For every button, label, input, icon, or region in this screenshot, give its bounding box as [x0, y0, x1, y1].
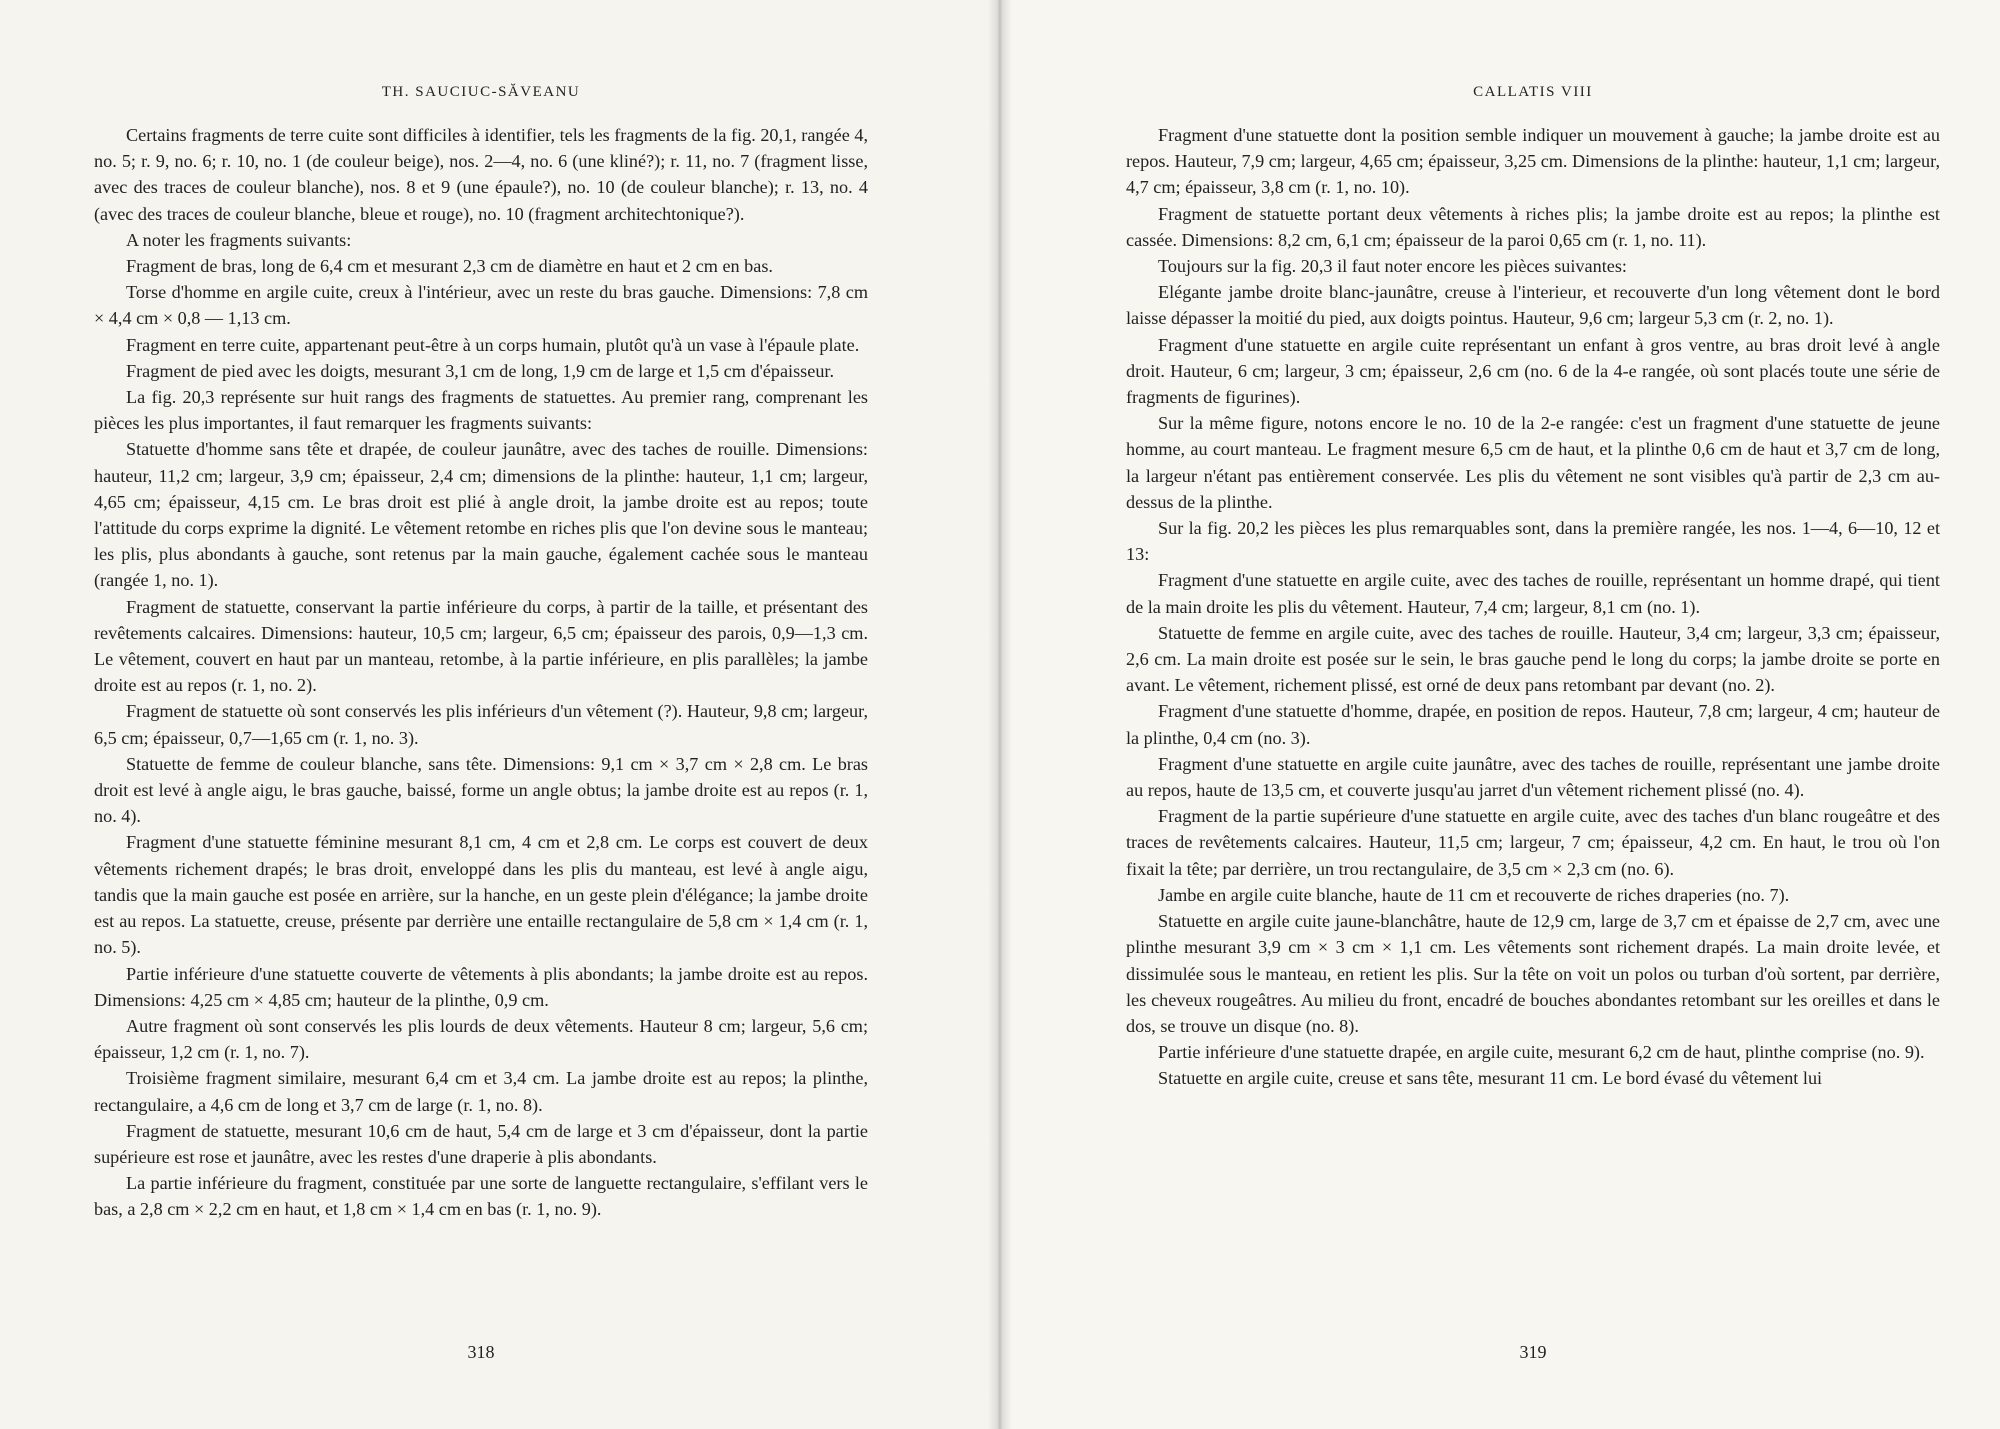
paragraph: Fragment d'une statuette en argile cuite, avec des taches de rouille, représentant un homme drapé, qui tient de la main droite les plis du vêtement. Hauteur, 7,4 cm; largeur, 8,1 cm (no. 1).: [1126, 570, 1940, 617]
paragraph: Fragment de statuette, mesurant 10,6 cm de haut, 5,4 cm de large et 3 cm d'épaisseur, dont la partie supérieure est rose et jaunâtre, avec les restes d'une draperie à plis abondants.: [94, 1120, 868, 1167]
paragraph: Statuette en argile cuite, creuse et sans tête, mesurant 11 cm. Le bord évasé du vêtement lui: [1158, 1068, 1823, 1089]
paragraph: Fragment d'une statuette féminine mesurant 8,1 cm, 4 cm et 2,8 cm. Le corps est couvert de deux vêtements richement drapés; le bras droit, enveloppé dans les plis du manteau, est levé à angle aigu, tandis que la main gauche est posée en arrière, sur la hanche, en un geste plein d'élégance; la jambe droite est au repos. La statuette, creuse, présente par derrière une entaille rectangulaire de 5,8 cm × 1,4 cm (r. 1, no. 5).: [94, 832, 868, 958]
paragraph: Statuette d'homme sans tête et drapée, de couleur jaunâtre, avec des taches de rouille. Dimensions: hauteur, 11,2 cm; largeur, 3,9 cm; épaisseur, 2,4 cm; dimensions de la plinthe: hauteur, 1,1 cm; largeur, 4,65 cm; épaisseur, 4,15 cm. Le bras droit est plié à angle droit, la jambe droite est au repos; toute l'attitude du corps exprime la dignité. Le vêtement retombe en riches plis que l'on devine sous le manteau; les plis, plus abondants à gauche, sont retenus par la main gauche, également cachée sous le manteau (rangée 1, no. 1).: [94, 439, 868, 591]
paragraph: Fragment de statuette portant deux vêtements à riches plis; la jambe droite est au repos; la plinthe est cassée. Dimensions: 8,2 cm, 6,1 cm; épaisseur de la paroi 0,65 cm (r. 1, no. 11).: [1126, 203, 1940, 250]
paragraph: Fragment de bras, long de 6,4 cm et mesurant 2,3 cm de diamètre en haut et 2 cm en bas.: [126, 256, 773, 277]
paragraph: Fragment en terre cuite, appartenant peut-être à un corps humain, plutôt qu'à un vase à l'épaule plate.: [126, 334, 860, 355]
paragraph: Torse d'homme en argile cuite, creux à l'intérieur, avec un reste du bras gauche. Dimensions: 7,8 cm × 4,4 cm × 0,8 — 1,13 cm.: [94, 282, 868, 329]
paragraph: Sur la même figure, notons encore le no. 10 de la 2-e rangée: c'est un fragment d'une statuette de jeune homme, au court manteau. Le fragment mesure 6,5 cm de haut, et la plinthe 0,6 cm de haut et 3,7 cm de long, la largeur n'étant pas entièrement conservée. Les plis du vêtement ne sont visibles qu'à partir de 2,3 cm au-dessus de la plinthe.: [1126, 413, 1940, 512]
paragraph: Fragment d'une statuette en argile cuite représentant un enfant à gros ventre, au bras droit levé à angle droit. Hauteur, 6 cm; largeur, 3 cm; épaisseur, 2,6 cm (no. 6 de la 4-e rangée, où sont placés toute une série de fragments de figurines).: [1126, 334, 1940, 408]
paragraph: Partie inférieure d'une statuette couverte de vêtements à plis abondants; la jambe droite est au repos. Dimensions: 4,25 cm × 4,85 cm; hauteur de la plinthe, 0,9 cm.: [94, 963, 868, 1010]
left-running-head: TH. SAUCIUC-SĂVEANU: [381, 84, 581, 100]
paragraph: A noter les fragments suivants:: [126, 229, 352, 250]
paragraph: Fragment de pied avec les doigts, mesurant 3,1 cm de long, 1,9 cm de large et 1,5 cm d'épaisseur.: [126, 360, 835, 381]
right-page-number: 319: [1519, 1342, 1547, 1362]
paragraph: La fig. 20,3 représente sur huit rangs des fragments de statuettes. Au premier rang, comprenant les pièces les plus importantes, il faut remarquer les fragments suivants:: [94, 387, 868, 434]
paragraph: Troisième fragment similaire, mesurant 6,4 cm et 3,4 cm. La jambe droite est au repos; la plinthe, rectangulaire, a 4,6 cm de long et 3,7 cm de large (r. 1, no. 8).: [94, 1068, 868, 1115]
right-running-head: CALLATIS VIII: [1473, 84, 1593, 100]
right-body-text: [1126, 122, 1940, 1092]
paragraph: Partie inférieure d'une statuette drapée, en argile cuite, mesurant 6,2 cm de haut, plinthe comprise (no. 9).: [1158, 1042, 1925, 1063]
paragraph: Fragment d'une statuette en argile cuite jaunâtre, avec des taches de rouille, représentant une jambe droite au repos, haute de 13,5 cm, et couverte jusqu'au jarret d'un vêtement richement plissé (no. 4).: [1126, 753, 1940, 801]
left-body-text: [94, 122, 868, 1223]
paragraph: Certains fragments de terre cuite sont difficiles à identifier, tels les fragments de la fig. 20,1, rangée 4, no. 5; r. 9, no. 6; r. 10, no. 1 (de couleur beige), nos. 2—4, no. 6 (une kliné?); r. 11, no. 7 (fragment lisse, avec des traces de couleur blanche), nos. 8 et 9 (une épaule?), no. 10 (de couleur blanche); r. 13, no. 4 (avec des traces de couleur blanche, bleue et rouge), no. 10 (fragment architechtonique?).: [94, 125, 868, 224]
left-page-number: 318: [467, 1342, 495, 1362]
paragraph: Elégante jambe droite blanc-jaunâtre, creuse à l'interieur, et recouverte d'un long vêtement dont le bord laisse dépasser la moitié du pied, aux doigts pointus. Hauteur, 9,6 cm; largeur 5,3 cm (r. 2, no. 1).: [1126, 282, 1940, 329]
paragraph: Autre fragment où sont conservés les plis lourds de deux vêtements. Hauteur 8 cm; largeur, 5,6 cm; épaisseur, 1,2 cm (r. 1, no. 7).: [94, 1015, 868, 1063]
paragraph: Statuette de femme en argile cuite, avec des taches de rouille. Hauteur, 3,4 cm; largeur, 3,3 cm; épaisseur, 2,6 cm. La main droite est posée sur le sein, le bras gauche pend le long du corps; la jambe droite se porte en avant. Le vêtement, richement plissé, est orné de deux pans retombant par devant (no. 2).: [1126, 622, 1940, 696]
paragraph: Fragment d'une statuette d'homme, drapée, en position de repos. Hauteur, 7,8 cm; largeur, 4 cm; hauteur de la plinthe, 0,4 cm (no. 3).: [1126, 701, 1940, 748]
paragraph: Toujours sur la fig. 20,3 il faut noter encore les pièces suivantes:: [1158, 256, 1627, 277]
book-gutter: [988, 0, 1012, 1429]
paragraph: Fragment de la partie supérieure d'une statuette en argile cuite, avec des taches d'un blanc rougeâtre et des traces de revêtements calcaires. Hauteur, 11,5 cm; largeur, 7 cm; épaisseur, 4,2 cm. En haut, le trou où l'on fixait la tête; par derrière, un trou rectangulaire, de 3,5 cm × 2,3 cm (no. 6).: [1126, 806, 1940, 879]
paragraph: Fragment de statuette, conservant la partie inférieure du corps, à partir de la taille, et présentant des revêtements calcaires. Dimensions: hauteur, 10,5 cm; largeur, 6,5 cm; épaisseur des parois, 0,9—1,3 cm. Le vêtement, couvert en haut par un manteau, retombe, à la partie inférieure, en plis parallèles; la jambe droite est au repos (r. 1, no. 2).: [94, 596, 868, 696]
paragraph: Statuette de femme de couleur blanche, sans tête. Dimensions: 9,1 cm × 3,7 cm × 2,8 cm. Le bras droit est levé à angle aigu, le bras gauche, baissé, forme un angle obtus; la jambe droite est au repos (r. 1, no. 4).: [94, 753, 868, 827]
paragraph: Fragment de statuette où sont conservés les plis inférieurs d'un vêtement (?). Hauteur, 9,8 cm; largeur, 6,5 cm; épaisseur, 0,7—1,65 cm (r. 1, no. 3).: [94, 701, 868, 748]
paragraph: Fragment d'une statuette dont la position semble indiquer un mouvement à gauche; la jambe droite est au repos. Hauteur, 7,9 cm; largeur, 4,65 cm; épaisseur, 3,25 cm. Dimensions de la plinthe: hauteur, 1,1 cm; largeur, 4,7 cm; épaisseur, 3,8 cm (r. 1, no. 10).: [1126, 125, 1940, 198]
right-page: [1000, 0, 2000, 1429]
paragraph: Statuette en argile cuite jaune-blanchâtre, haute de 12,9 cm, large de 3,7 cm et épaisse de 2,7 cm, avec une plinthe mesurant 3,9 cm × 3 cm × 1,1 cm. Les vêtements sont richement drapés. La main droite levée, et dissimulée sous le manteau, en retient les plis. Sur la tête on voit un polos ou turban d'où sortent, par derrière, les cheveux rougeâtres. Au milieu du front, encadré de bouches abondantes retombant sur les oreilles et dans le dos, se trouve un disque (no. 8).: [1126, 911, 1940, 1036]
paragraph: La partie inférieure du fragment, constituée par une sorte de languette rectangulaire, s'effilant vers le bas, a 2,8 cm × 2,2 cm en haut, et 1,8 cm × 1,4 cm en bas (r. 1, no. 9).: [94, 1173, 868, 1220]
paragraph: Sur la fig. 20,2 les pièces les plus remarquables sont, dans la première rangée, les nos. 1—4, 6—10, 12 et 13:: [1126, 518, 1940, 565]
paragraph: Jambe en argile cuite blanche, haute de 11 cm et recouverte de riches draperies (no. 7).: [1158, 884, 1790, 905]
